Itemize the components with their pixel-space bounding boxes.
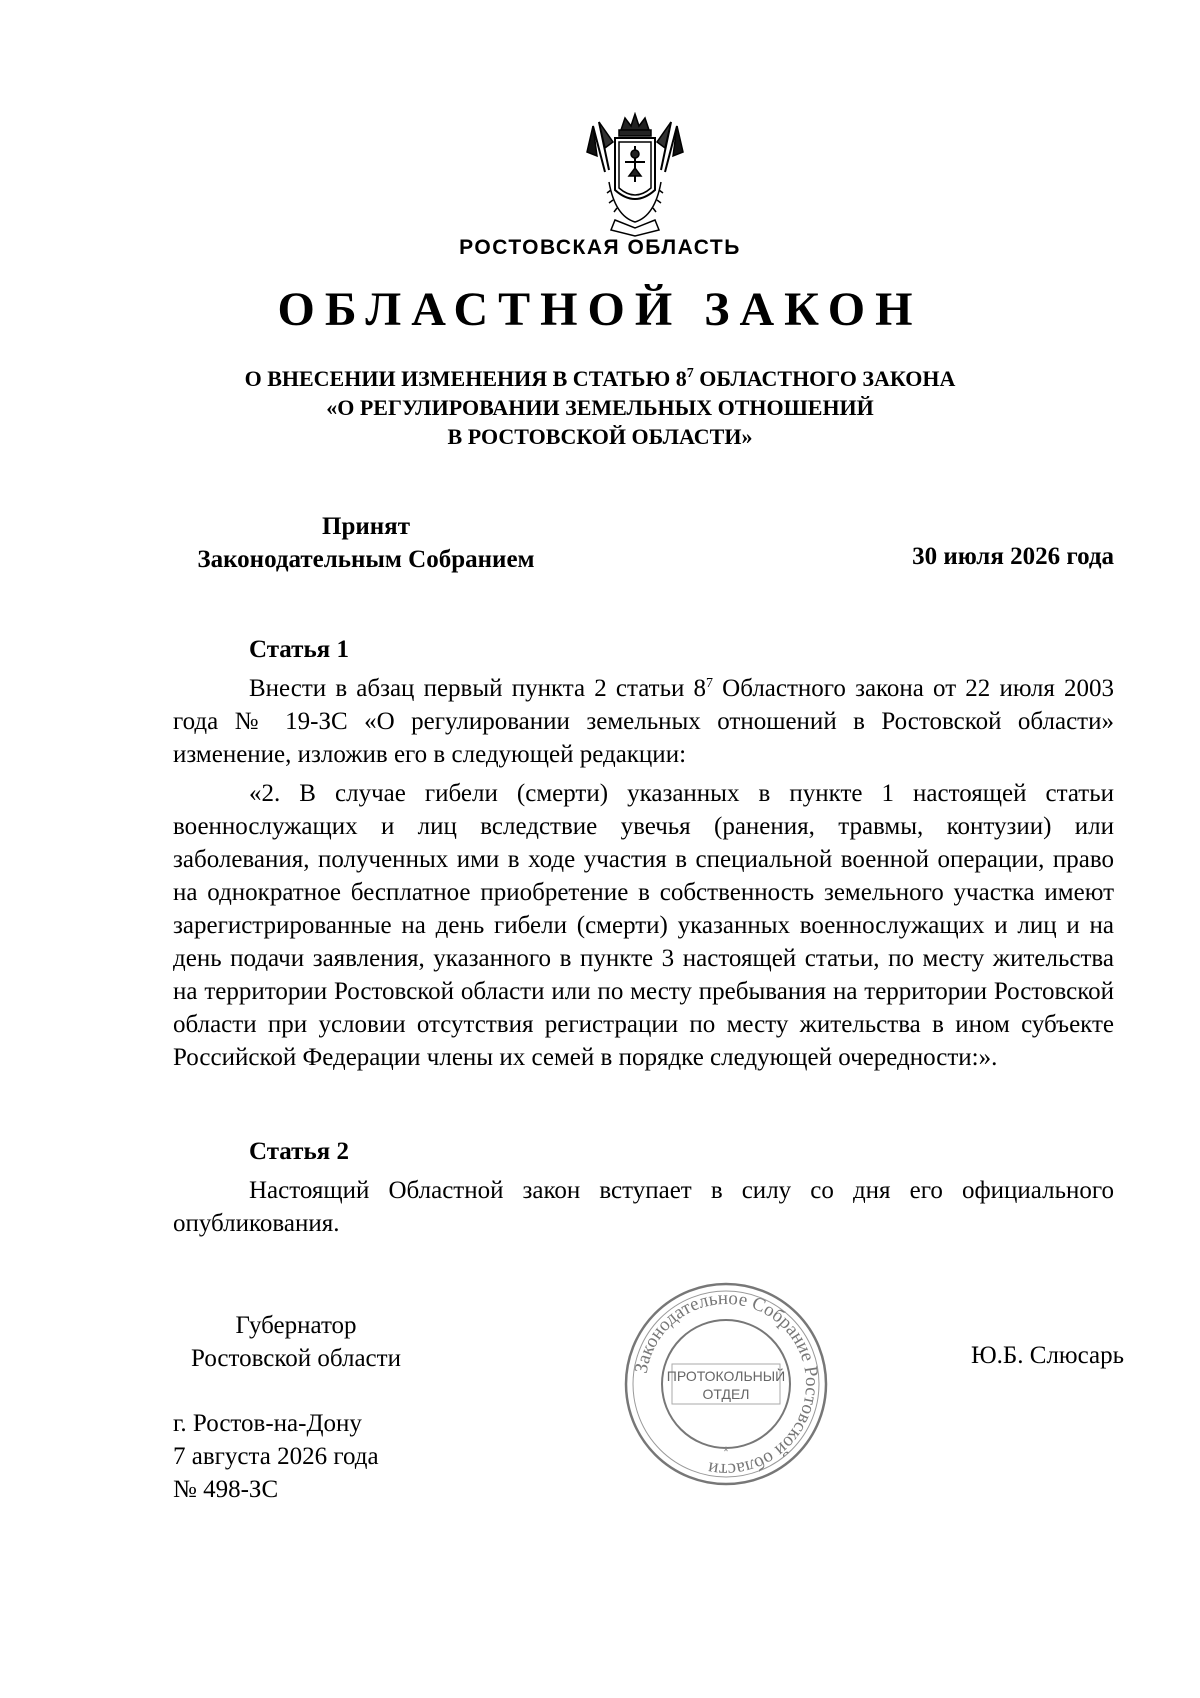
seal-star: *: [723, 1443, 729, 1459]
place-date: 7 августа 2026 года: [173, 1443, 379, 1470]
seal-inner-line-1: ПРОТОКОЛЬНЫЙ: [666, 1368, 786, 1384]
coat-of-arms-icon: [585, 112, 685, 240]
article-1-paragraph-1: Внести в абзац первый пункта 2 статьи $8^7$ Областного закона от 22 июля 2003 года № 19-ЗС «О регулировании земельных отношений в Ростовской области» изменение, изложив его в следующей редакции:: [173, 675, 1114, 768]
signatory-position: [176, 1309, 416, 1375]
signatory-position-line-2: Ростовской области: [191, 1345, 401, 1372]
article-1-heading: Статья 1: [249, 636, 349, 663]
article-2-heading: Статья 2: [249, 1138, 349, 1165]
place-date-number: [173, 1407, 379, 1506]
law-number: № 498-ЗС: [173, 1476, 279, 1503]
adoption-block: [176, 510, 556, 576]
signatory-name: Ю.Б. Слюсарь: [970, 1342, 1124, 1369]
article-2-paragraph-1: Настоящий Областной закон вступает в силу со дня его официального опубликования.: [173, 1177, 1114, 1237]
official-seal: [622, 1280, 830, 1488]
document-type: ОБЛАСТНОЙ ЗАКОН: [277, 283, 923, 336]
adoption-date: 30 июля 2026 года: [912, 543, 1114, 570]
adoption-line-1: Принят: [322, 513, 410, 540]
region-name: РОСТОВСКАЯ ОБЛАСТЬ: [459, 236, 741, 259]
law-title-line-1: О ВНЕСЕНИИ ИЗМЕНЕНИЯ В СТАТЬЮ $8^7$ ОБЛАСТНОГО ЗАКОНА: [244, 366, 956, 391]
law-title-line-2: «О РЕГУЛИРОВАНИИ ЗЕМЕЛЬНЫХ ОТНОШЕНИЙ: [326, 395, 874, 420]
law-title: [200, 364, 1000, 451]
article-2-body: [173, 1174, 1114, 1240]
seal-outer-text: Законодательное Собрание Ростовской области: [630, 1287, 823, 1481]
seal-inner-line-2: ОТДЕЛ: [702, 1386, 750, 1402]
law-title-line-3: В РОСТОВСКОЙ ОБЛАСТИ»: [447, 424, 753, 449]
article-1-body: [173, 672, 1114, 1074]
article-1-paragraph-2: «2. В случае гибели (смерти) указанных в пункте 1 настоящей статьи военнослужащих и лиц вследствие увечья (ранения, травмы, контузии) или заболевания, полученных ими в ходе участия в специальной военной операции, право на однократное бесплатное приобретение в собственность земельного участка имеют зарегистрированные на день гибели (смерти) указанных военнослужащих и лиц и на день подачи заявления, указанного в пункте 3 настоящей статьи, по месту жительства на территории Ростовской области или по месту пребывания на территории Ростовской области при условии отсутствия регистрации по месту жительства в ином субъекте Российской Федерации члены их семей в порядке следующей очередности:».: [173, 780, 1114, 1071]
adoption-line-2: Законодательным Собранием: [197, 546, 535, 573]
signatory-position-line-1: Губернатор: [235, 1312, 357, 1339]
place-city: г. Ростов-на-Дону: [173, 1410, 362, 1437]
